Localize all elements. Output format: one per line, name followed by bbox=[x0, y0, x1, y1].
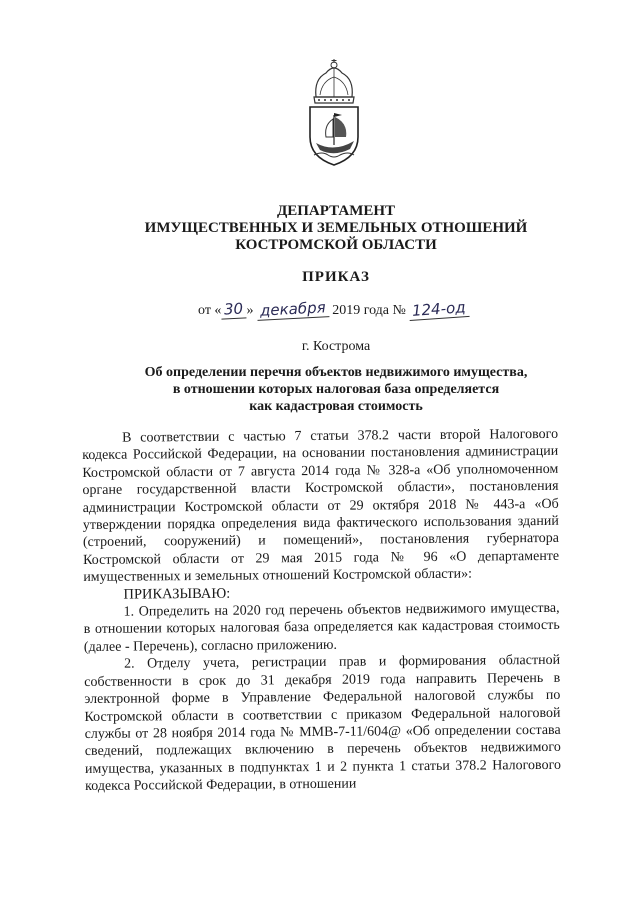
coat-of-arms-emblem bbox=[296, 57, 372, 169]
department-line-2: ИМУЩЕСТВЕННЫХ И ЗЕМЕЛЬНЫХ ОТНОШЕНИЙ bbox=[144, 220, 528, 236]
department-line-1: ДЕПАРТАМЕНТ bbox=[276, 203, 396, 219]
department-line-3: КОСТРОМСКОЙ ОБЛАСТИ bbox=[235, 237, 437, 253]
order-date-number-line bbox=[198, 300, 469, 319]
order-item-1: 1. Определить на 2020 год перечень объектов недвижимого имущества, в отношении которых налоговая база определяется как кадастровая стоимость (далее - Перечень), согласно приложению. bbox=[83, 600, 560, 655]
order-body bbox=[82, 426, 561, 796]
preamble-paragraph: В соответствии с частью 7 статьи 378.2 части второй Налогового кодекса Российской Федерации, на основании постановления администрации Костромской области от 7 августа 2014 года № 328-а «Об уполномоченном органе государственной власти Костромской области», постановления администрации Костромской области от 29 октября 2018 № 443-а «Об утверждении порядка определения вида фактического использования зданий (строений, сооружений) и помещений», постановления губернатора Костромской области от 29 мая 2015 года № 96 «О департаменте имущественных и земельных отношений Костромской области»: bbox=[82, 426, 560, 586]
document-type: ПРИКАЗ bbox=[302, 269, 370, 285]
handwritten-month: декабря bbox=[257, 298, 330, 321]
date-prefix: от « bbox=[198, 303, 222, 318]
handwritten-day: 30 bbox=[221, 299, 247, 319]
order-item-2: 2. Отделу учета, регистрации прав и формирования областной собственности в срок до 31 декабря 2019 года направить Перечень в электронной форме в Управление Федеральной налоговой службы по Костромской области в соответствии с приказом Федеральной налоговой службы от 28 ноября 2014 года № ММВ-7-11/604@ «Об определении состава сведений, подлежащих включению в перечень объектов недвижимого имущества, указанных в подпунктах 1 и 2 пункта 1 статьи 378.2 Налогового кодекса Российской Федерации, в отношении bbox=[84, 653, 562, 795]
department-title bbox=[0, 203, 640, 254]
city-line: г. Кострома bbox=[301, 339, 371, 354]
handwritten-order-number: 124-од bbox=[409, 298, 470, 321]
subject-line-3: как кадастровая стоимость bbox=[249, 399, 423, 414]
order-subject bbox=[0, 364, 640, 415]
subject-line-1: Об определении перечня объектов недвижимого имущества, bbox=[144, 365, 528, 380]
year-text: 2019 года № bbox=[332, 303, 406, 318]
subject-line-2: в отношении которых налоговая база определяется bbox=[172, 382, 500, 397]
date-quote-close: » bbox=[246, 303, 254, 318]
order-directive-word: ПРИКАЗЫВАЮ: bbox=[123, 585, 231, 603]
